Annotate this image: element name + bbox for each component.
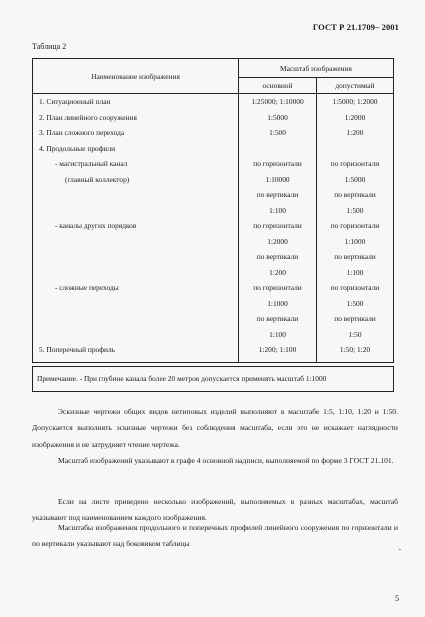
row-allowed-scale	[317, 141, 394, 157]
row-main-scale: по вертикали	[239, 249, 317, 265]
table-row	[33, 172, 394, 188]
table-row	[33, 141, 394, 157]
row-allowed-scale: 1:50; 1:20	[317, 342, 394, 362]
row-name: - каналы других порядков	[33, 218, 239, 234]
row-main-scale: 1:1000	[239, 296, 317, 312]
table-row	[33, 342, 394, 362]
paragraph: Эскизные чертежи общих видов нетиповых изделий выполняют в масштабе 1:5, 1:10, 1:20 и 1:50. Допускается выполнять эскизные чертежи без соблюдения масштаба, если это не искажает наглядности изображения и не затрудняет чтение чертежа.	[32, 407, 398, 449]
row-name: (главный коллектор)	[33, 172, 239, 188]
column-header-name: Наименование изображения	[33, 59, 239, 94]
paragraph: Масштабы изображения продольного и поперечных профилей линейного сооружения по горизонтали и по вертикали указывают над боковиком таблицы	[32, 523, 398, 549]
table-row	[33, 327, 394, 343]
row-allowed-scale: 1:100	[317, 265, 394, 281]
row-name: 1. Ситуационный план	[33, 94, 239, 110]
page-number: 5	[395, 594, 399, 603]
row-main-scale: по вертикали	[239, 187, 317, 203]
row-name	[33, 265, 239, 281]
row-allowed-scale: по вертикали	[317, 311, 394, 327]
column-header-main: основной	[239, 78, 317, 94]
document-code: ГОСТ Р 21.1709– 2001	[312, 22, 399, 32]
table-row	[33, 280, 394, 296]
table-row	[33, 94, 394, 110]
row-name	[33, 203, 239, 219]
table-row	[33, 265, 394, 281]
table-row	[33, 296, 394, 312]
row-name	[33, 249, 239, 265]
table-row	[33, 218, 394, 234]
row-main-scale: 1:100	[239, 327, 317, 343]
table-note-row	[33, 366, 394, 391]
row-main-scale: 1:2000	[239, 234, 317, 250]
row-name: 4. Продольные профили	[33, 141, 239, 157]
row-allowed-scale: 1:2000	[317, 110, 394, 126]
table-caption: Таблица 2	[32, 42, 67, 51]
row-main-scale: по горизонтали	[239, 218, 317, 234]
row-allowed-scale: 1:1000	[317, 234, 394, 250]
row-allowed-scale: по горизонтали	[317, 156, 394, 172]
row-allowed-scale: по горизонтали	[317, 218, 394, 234]
row-allowed-scale: по вертикали	[317, 249, 394, 265]
row-name	[33, 234, 239, 250]
paragraph: Если на листе приведено несколько изображений, выполняемых в разных масштабах, масштаб указывают под наименованием каждого изображения.	[32, 497, 398, 523]
table-row	[33, 234, 394, 250]
table-row	[33, 311, 394, 327]
row-allowed-scale: 1:200	[317, 125, 394, 141]
row-name	[33, 296, 239, 312]
row-main-scale: 1:100	[239, 203, 317, 219]
scale-table	[32, 58, 394, 392]
table-note: Примечание. - При глубине канала более 20 метров допускается применять масштаб 1:1000	[33, 366, 394, 391]
row-name: 3. План сложного перехода	[33, 125, 239, 141]
row-name: - магистральный канал	[33, 156, 239, 172]
row-name: - сложные переходы	[33, 280, 239, 296]
row-main-scale: по вертикали	[239, 311, 317, 327]
paragraph: Масштаб изображений указывают в графе 4 основной надписи, выполняемой по форме 3 ГОСТ 21.101.	[58, 456, 394, 465]
row-main-scale	[239, 141, 317, 157]
row-main-scale: 1:200	[239, 265, 317, 281]
row-allowed-scale: 1:5000	[317, 172, 394, 188]
row-main-scale: 1:200; 1:100	[239, 342, 317, 362]
row-allowed-scale: 1:5000; 1:2000	[317, 94, 394, 110]
row-allowed-scale: по вертикали	[317, 187, 394, 203]
table-row	[33, 187, 394, 203]
row-name	[33, 327, 239, 343]
row-main-scale: 1:10000	[239, 172, 317, 188]
row-allowed-scale: 1:500	[317, 296, 394, 312]
row-main-scale: 1:25000; 1:10000	[239, 94, 317, 110]
table-row	[33, 249, 394, 265]
table-row	[33, 110, 394, 126]
row-main-scale: по горизонтали	[239, 156, 317, 172]
row-main-scale: 1:500	[239, 125, 317, 141]
row-allowed-scale: по горизонтали	[317, 280, 394, 296]
column-header-scale: Масштаб изображения	[239, 59, 394, 78]
row-name: 5. Поперечный профиль	[33, 342, 239, 362]
row-allowed-scale: 1:500	[317, 203, 394, 219]
row-allowed-scale: 1:50	[317, 327, 394, 343]
row-name: 2. План линейного сооружения	[33, 110, 239, 126]
margin-mark: ˇ	[398, 548, 401, 556]
table-row	[33, 203, 394, 219]
table-row	[33, 156, 394, 172]
row-name	[33, 187, 239, 203]
column-header-allowed: допустимый	[317, 78, 394, 94]
row-main-scale: по горизонтали	[239, 280, 317, 296]
row-main-scale: 1:5000	[239, 110, 317, 126]
row-name	[33, 311, 239, 327]
table-row	[33, 125, 394, 141]
